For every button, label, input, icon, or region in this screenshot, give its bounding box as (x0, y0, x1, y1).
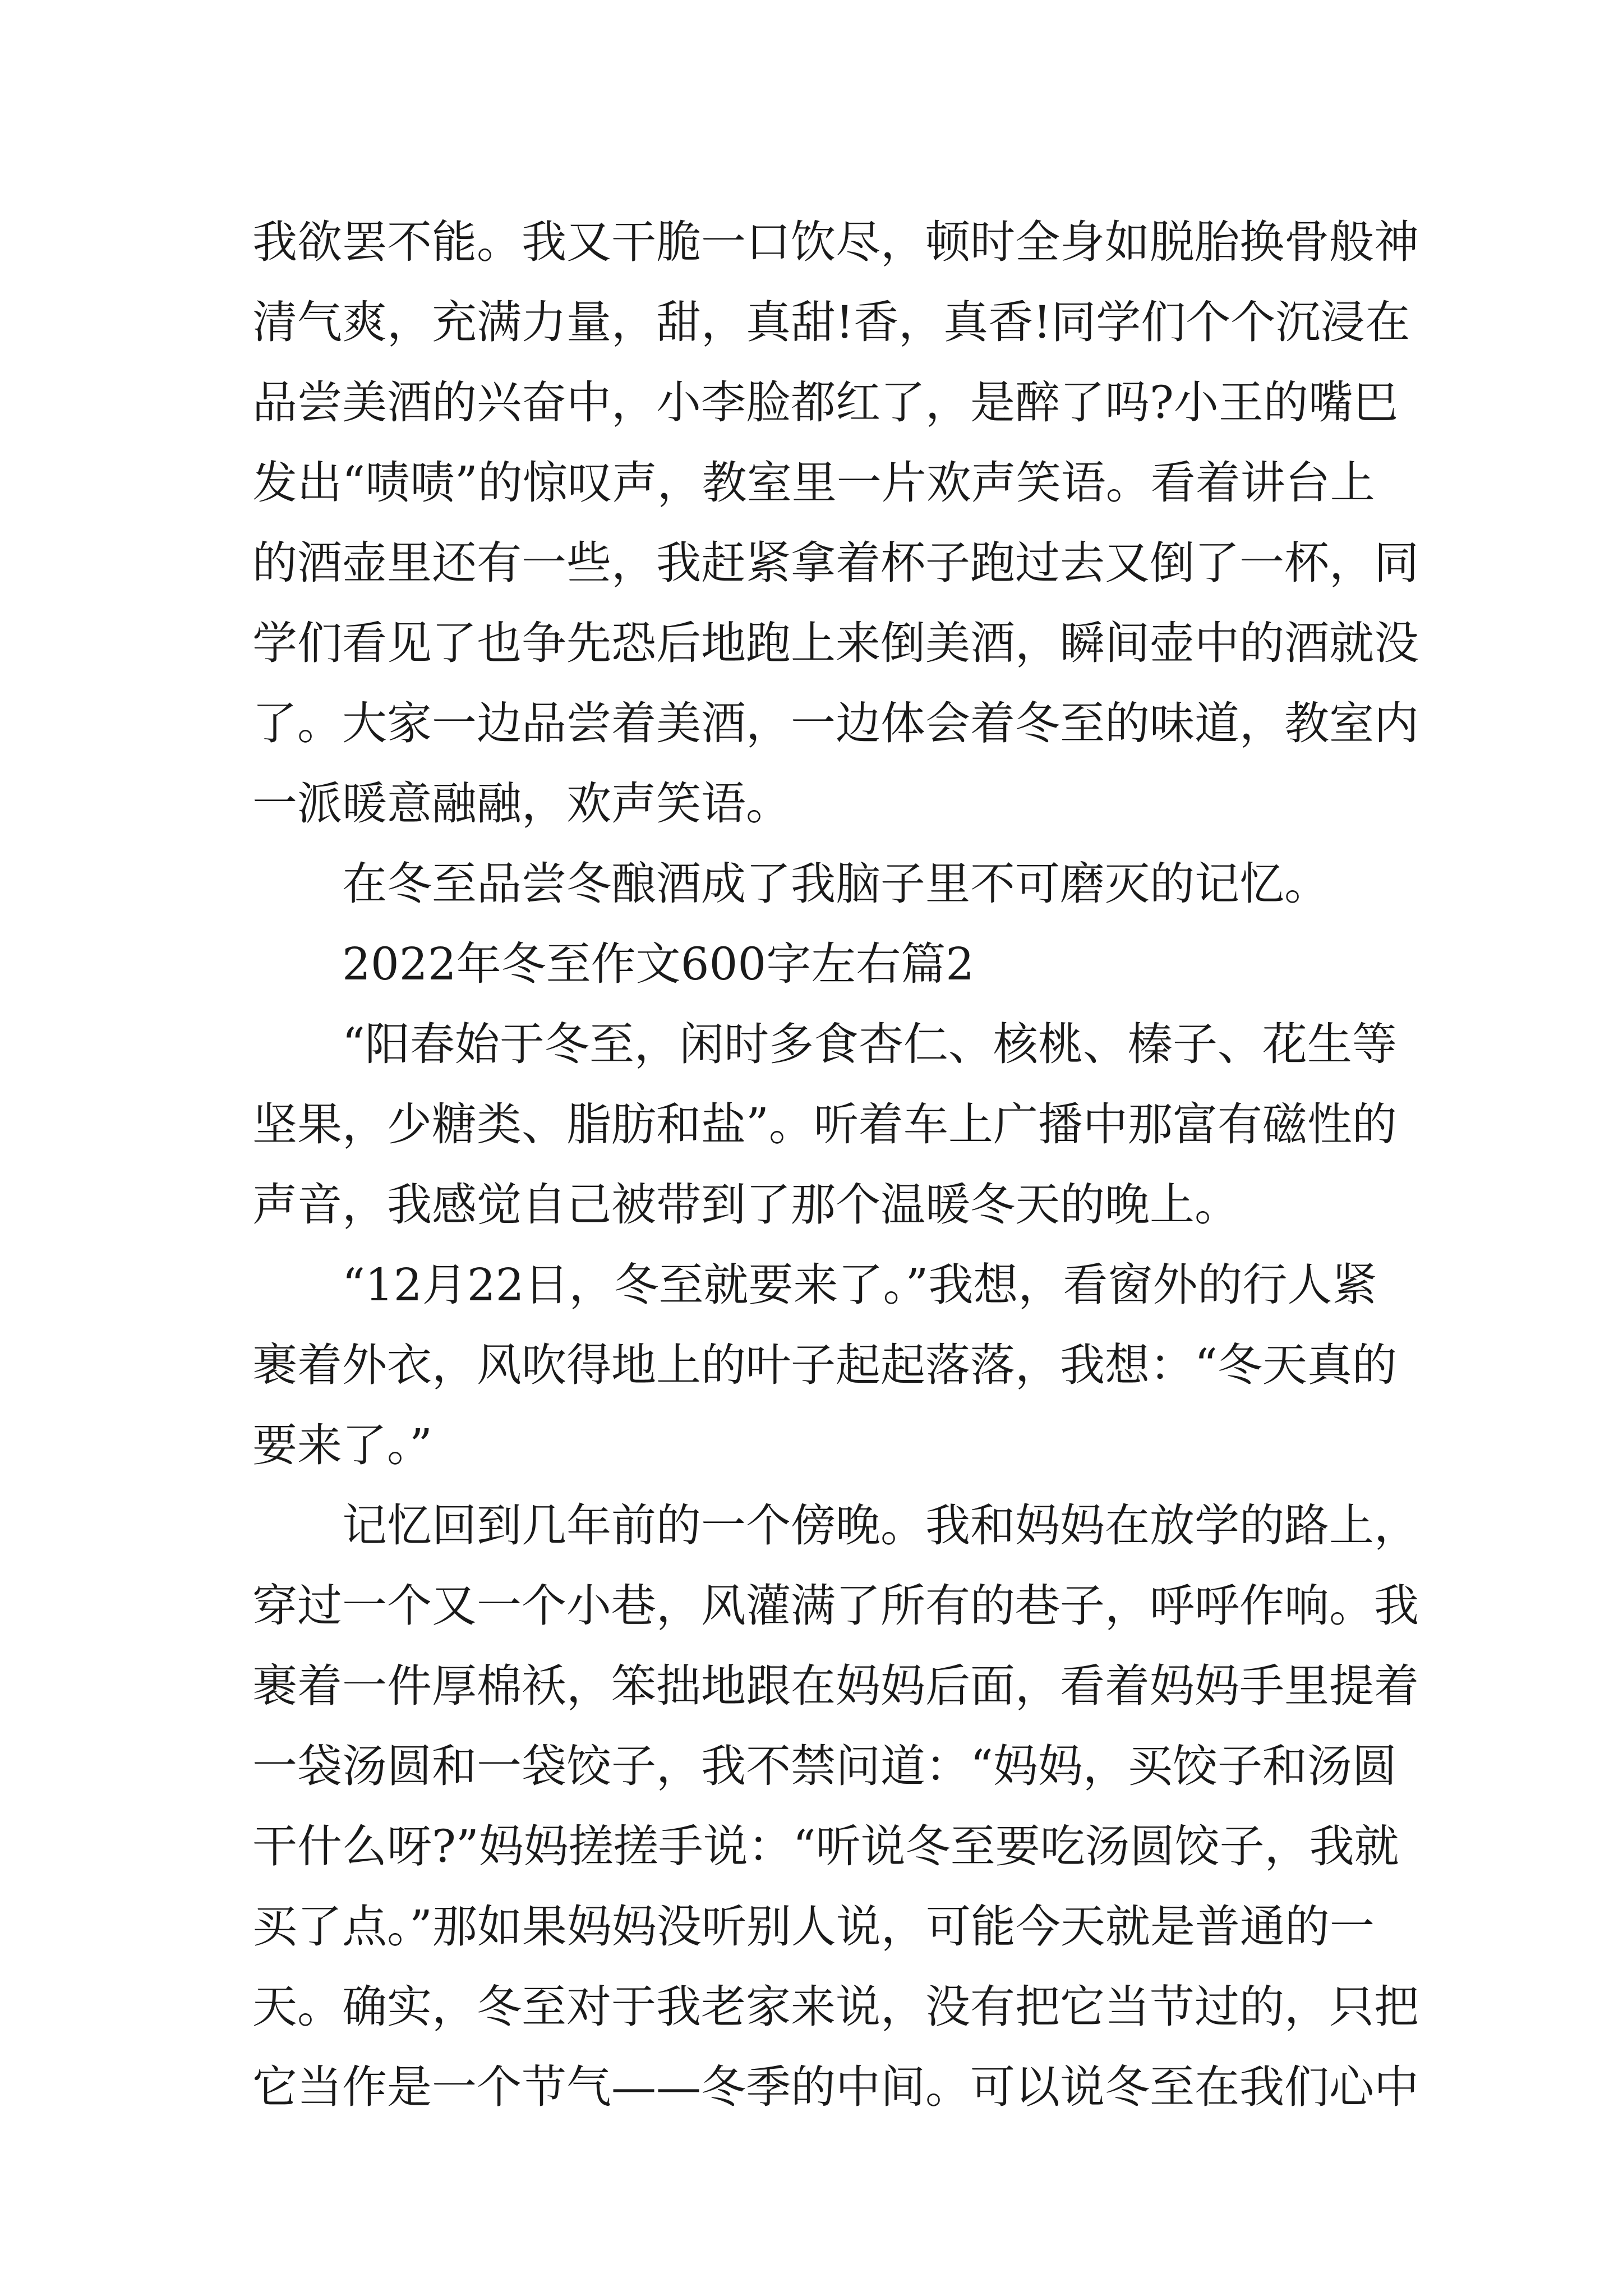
text-line: 品尝美酒的兴奋中，小李脸都红了，是醉了吗?小王的嘴巴 (252, 376, 1398, 429)
text-line: 记忆回到几年前的一个傍晚。我和妈妈在放学的路上， (342, 1499, 1419, 1552)
document-body (252, 202, 1419, 2127)
text-line: 穿过一个又一个小巷，风灌满了所有的巷子，呼呼作响。我 (252, 1580, 1419, 1632)
text-line: 裹着一件厚棉袄，笨拙地跟在妈妈后面，看着妈妈手里提着 (252, 1660, 1419, 1712)
text-line: “阳春始于冬至，闲时多食杏仁、核桃、榛子、花生等 (342, 1018, 1397, 1070)
text-line: 要来了。” (252, 1419, 432, 1471)
text-line: 学们看见了也争先恐后地跑上来倒美酒，瞬间壶中的酒就没 (252, 617, 1419, 669)
text-line: 裹着外衣，风吹得地上的叶子起起落落，我想：“冬天真的 (252, 1339, 1397, 1391)
text-line: 我欲罢不能。我又干脆一口饮尽，顿时全身如脱胎换骨般神 (252, 216, 1419, 268)
text-line: 在冬至品尝冬酿酒成了我脑子里不可磨灭的记忆。 (342, 858, 1329, 910)
text-line: 天。确实，冬至对于我老家来说，没有把它当节过的，只把 (252, 1981, 1419, 2033)
section-heading: 2022年冬至作文600字左右篇2 (342, 938, 975, 990)
text-line: 坚果，少糖类、脂肪和盐”。听着车上广播中那富有磁性的 (252, 1098, 1397, 1151)
text-line: 声音，我感觉自己被带到了那个温暖冬天的晚上。 (252, 1179, 1239, 1231)
text-line: 了。大家一边品尝着美酒，一边体会着冬至的味道，教室内 (252, 697, 1419, 749)
text-line: 它当作是一个节气——冬季的中间。可以说冬至在我们心中 (252, 2061, 1419, 2113)
text-line: 清气爽，充满力量，甜，真甜!香，真香!同学们个个沉浸在 (252, 296, 1410, 348)
text-line: 干什么呀?”妈妈搓搓手说：“听说冬至要吃汤圆饺子，我就 (252, 1820, 1399, 1872)
text-line: 一袋汤圆和一袋饺子，我不禁问道：“妈妈，买饺子和汤圆 (252, 1740, 1397, 1792)
text-line: 的酒壶里还有一些，我赶紧拿着杯子跑过去又倒了一杯，同 (252, 537, 1419, 589)
text-line: 一派暖意融融，欢声笑语。 (252, 777, 791, 830)
text-line: 买了点。”那如果妈妈没听别人说，可能今天就是普通的一 (252, 1901, 1375, 1953)
text-line: “12月22日，冬至就要来了。”我想，看窗外的行人紧 (342, 1259, 1377, 1311)
text-line: 发出“啧啧”的惊叹声，教室里一片欢声笑语。看着讲台上 (252, 457, 1375, 509)
